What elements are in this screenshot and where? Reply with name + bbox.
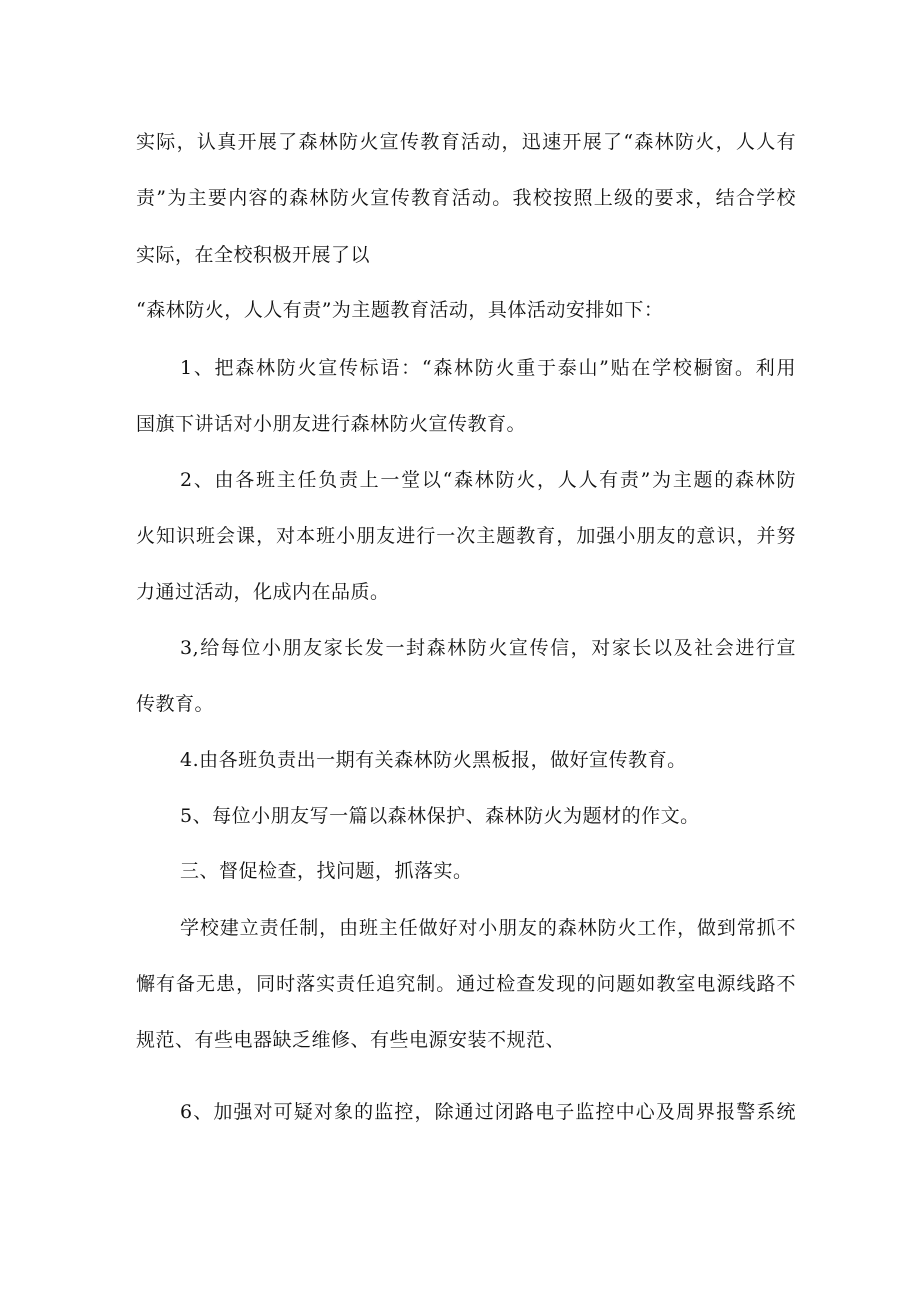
paragraph-line: 懈有备无患，同时落实责任追究制。通过检查发现的问题如教室电源线路不: [136, 973, 796, 995]
paragraph-line: “森林防火，人人有责”为主题教育活动，具体活动安排如下：: [136, 299, 664, 321]
paragraph-line: 责”为主要内容的森林防火宣传教育活动。我校按照上级的要求，结合学校: [136, 187, 796, 209]
paragraph-line: 规范、有些电器缺乏维修、有些电源安装不规范、: [136, 1029, 566, 1051]
list-item-line: 3,给每位小朋友家长发一封森林防火宣传信，对家长以及社会进行宣: [180, 637, 796, 659]
paragraph-line: 力通过活动，化成内在品质。: [136, 581, 390, 603]
list-item-line: 4.由各班负责出一期有关森林防火黑板报，做好宣传教育。: [180, 749, 687, 771]
paragraph-line: 火知识班会课，对本班小朋友进行一次主题教育，加强小朋友的意识，并努: [136, 525, 796, 547]
paragraph-line: 实际，认真开展了森林防火宣传教育活动，迅速开展了“森林防火，人人有: [136, 131, 796, 153]
paragraph-line: 国旗下讲话对小朋友进行森林防火宣传教育。: [136, 413, 527, 435]
paragraph-line: 学校建立责任制，由班主任做好对小朋友的森林防火工作，做到常抓不: [180, 917, 796, 939]
list-item-line: 5、每位小朋友写一篇以森林保护、森林防火为题材的作文。: [180, 805, 700, 827]
section-heading: 三、督促检查，找问题，抓落实。: [180, 860, 473, 882]
list-item-line: 1、把森林防火宣传标语：“森林防火重于泰山”贴在学校橱窗。利用: [180, 357, 796, 379]
list-item-line: 2、由各班主任负责上一堂以“森林防火，人人有责”为主题的森林防: [180, 469, 796, 491]
list-item-line: 6、加强对可疑对象的监控，除通过闭路电子监控中心及周界报警系统: [180, 1101, 796, 1123]
paragraph-line: 传教育。: [136, 693, 215, 715]
paragraph-line: 实际，在全校积极开展了以: [136, 244, 371, 266]
